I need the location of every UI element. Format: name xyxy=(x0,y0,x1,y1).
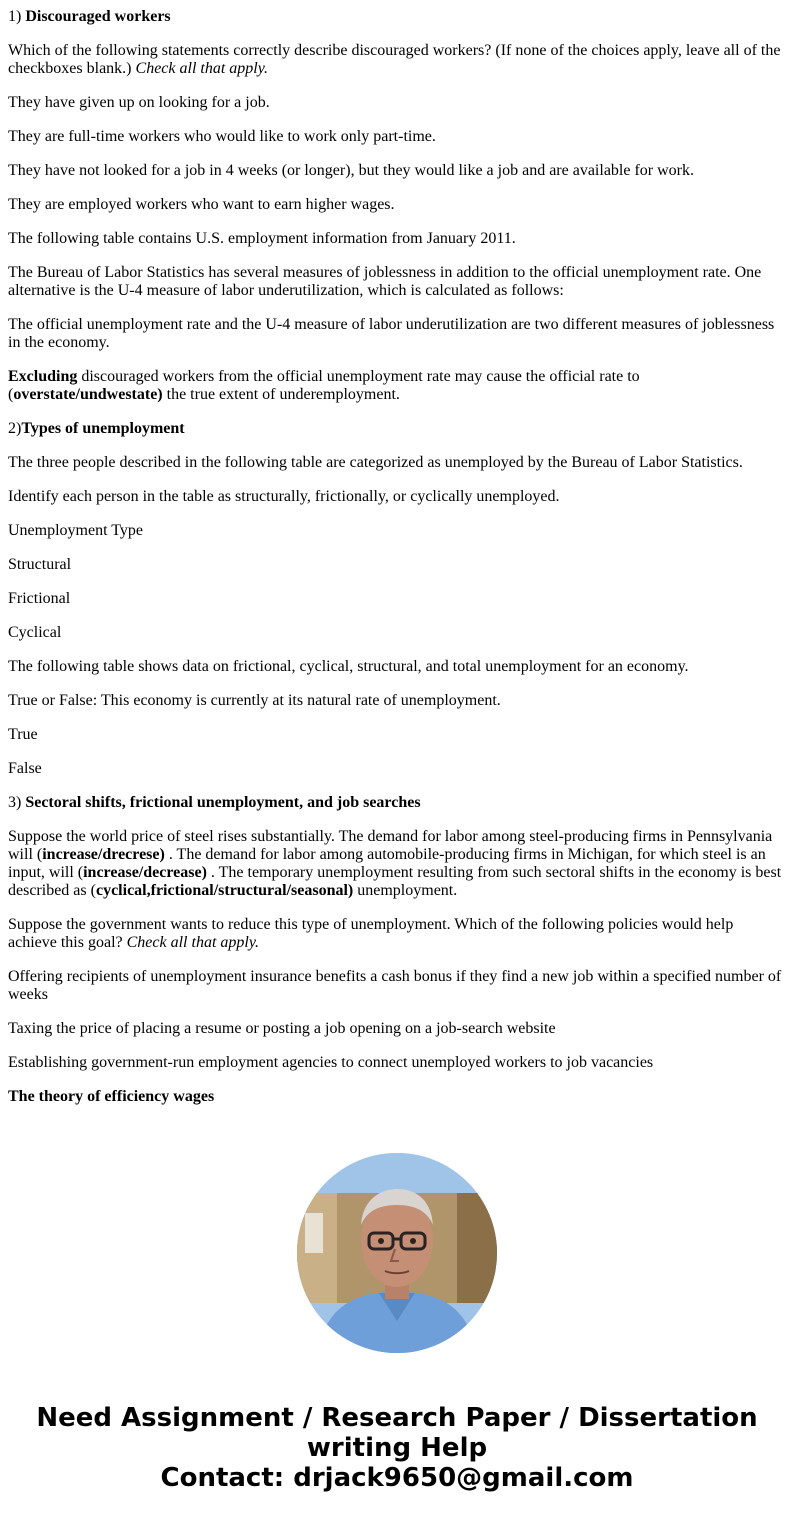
q3-policy-option[interactable]: Taxing the price of placing a resume or posting a job opening on a job-search website xyxy=(8,1020,556,1037)
q1-option[interactable]: They are employed workers who want to earn higher wages. xyxy=(8,196,395,213)
q1-bls-note: The Bureau of Labor Statistics has several measures of joblessness in addition to the official unemployment rate. One alternative is the U-4 measure of labor underutilization, which is calculated as follows: xyxy=(8,264,762,299)
q2-title: Types of unemployment xyxy=(21,420,185,437)
q2-tf-question: True or False: This economy is currently at its natural rate of unemployment. xyxy=(8,692,501,709)
footer-ad xyxy=(0,1403,794,1493)
q2-heading: 2)Types of unemployment xyxy=(8,420,185,437)
q1-heading: 1) Discouraged workers xyxy=(8,8,171,25)
q2-column-header: Unemployment Type xyxy=(8,522,144,539)
q1-option[interactable]: They have not looked for a job in 4 weeks (or longer), but they would like a job and are available for work. xyxy=(8,162,695,179)
q3-instruction: Check all that apply. xyxy=(126,934,260,951)
q1-table-note: The following table contains U.S. employment information from January 2011. xyxy=(8,230,516,247)
q3-choice-type[interactable]: cyclical,frictional/structural/seasonal) xyxy=(95,882,354,899)
q1-excluding: Excluding discouraged workers from the official unemployment rate may cause the official rate to (overstate/undwestate) the true extent of underemployment. xyxy=(8,368,640,403)
q2-tf-option-true[interactable]: True xyxy=(8,726,38,743)
q1-option[interactable]: They have given up on looking for a job. xyxy=(8,94,270,111)
q3-choice-steel[interactable]: increase/drecrese) xyxy=(42,846,165,863)
q2-tf-option-false[interactable]: False xyxy=(8,760,42,777)
q1-option[interactable]: They are full-time workers who would like to work only part-time. xyxy=(8,128,436,145)
footer-contact[interactable]: Contact: drjack9650@gmail.com xyxy=(160,1463,634,1493)
q1-measures-note: The official unemployment rate and the U-4 measure of labor underutilization are two different measures of joblessness in the economy. xyxy=(8,316,775,351)
q3-paragraph-2: Suppose the government wants to reduce this type of unemployment. Which of the following policies would help achieve this goal? Check all that apply. xyxy=(8,916,734,951)
q3-choice-auto[interactable]: increase/decrease) xyxy=(83,864,207,881)
q2-intro: The three people described in the following table are categorized as unemployed by the Bureau of Labor Statistics. xyxy=(8,454,743,471)
person-portrait-icon xyxy=(297,1153,497,1353)
q3-heading: 3) Sectoral shifts, frictional unemployment, and job searches xyxy=(8,794,421,811)
q1-excluding-choice[interactable]: overstate/undwestate) xyxy=(13,386,163,403)
q2-table-note: The following table shows data on frictional, cyclical, structural, and total unemployment for an economy. xyxy=(8,658,689,675)
q1-title: Discouraged workers xyxy=(25,8,171,25)
q3-policy-option[interactable]: Establishing government-run employment agencies to connect unemployed workers to job vacancies xyxy=(8,1054,654,1071)
avatar xyxy=(297,1153,497,1353)
q2-identify: Identify each person in the table as structurally, frictionally, or cyclically unemployed. xyxy=(8,488,560,505)
q3-policy-option[interactable]: Offering recipients of unemployment insurance benefits a cash bonus if they find a new job within a specified number of weeks xyxy=(8,968,782,1003)
q2-type-option[interactable]: Cyclical xyxy=(8,624,62,641)
footer-line-1: Need Assignment / Research Paper / Dissertation xyxy=(36,1403,758,1433)
footer-line-2: writing Help xyxy=(306,1433,488,1463)
q1-prompt: Which of the following statements correctly describe discouraged workers? (If none of the choices apply, leave all of the checkboxes blank.) Check all that apply. xyxy=(8,42,781,77)
q1-instruction: Check all that apply. xyxy=(135,60,268,77)
q4-heading xyxy=(8,1088,786,1106)
q4-title: The theory of efficiency wages xyxy=(8,1088,215,1105)
q3-title: Sectoral shifts, frictional unemployment, and job searches xyxy=(25,794,421,811)
q2-type-option[interactable]: Frictional xyxy=(8,590,71,607)
document-body xyxy=(8,8,786,1122)
q3-paragraph-1: Suppose the world price of steel rises substantially. The demand for labor among steel-producing firms in Pennsylvania will (increase/drecrese) . The demand for labor among automobile-producing firms in Michigan, for which steel is an input, will (increase/decrease) . The temporary unemployment resulting from such sectoral shifts in the economy is best described as (cyclical,frictional/structural/seasonal) unemployment. xyxy=(8,828,782,899)
q2-type-option[interactable]: Structural xyxy=(8,556,72,573)
